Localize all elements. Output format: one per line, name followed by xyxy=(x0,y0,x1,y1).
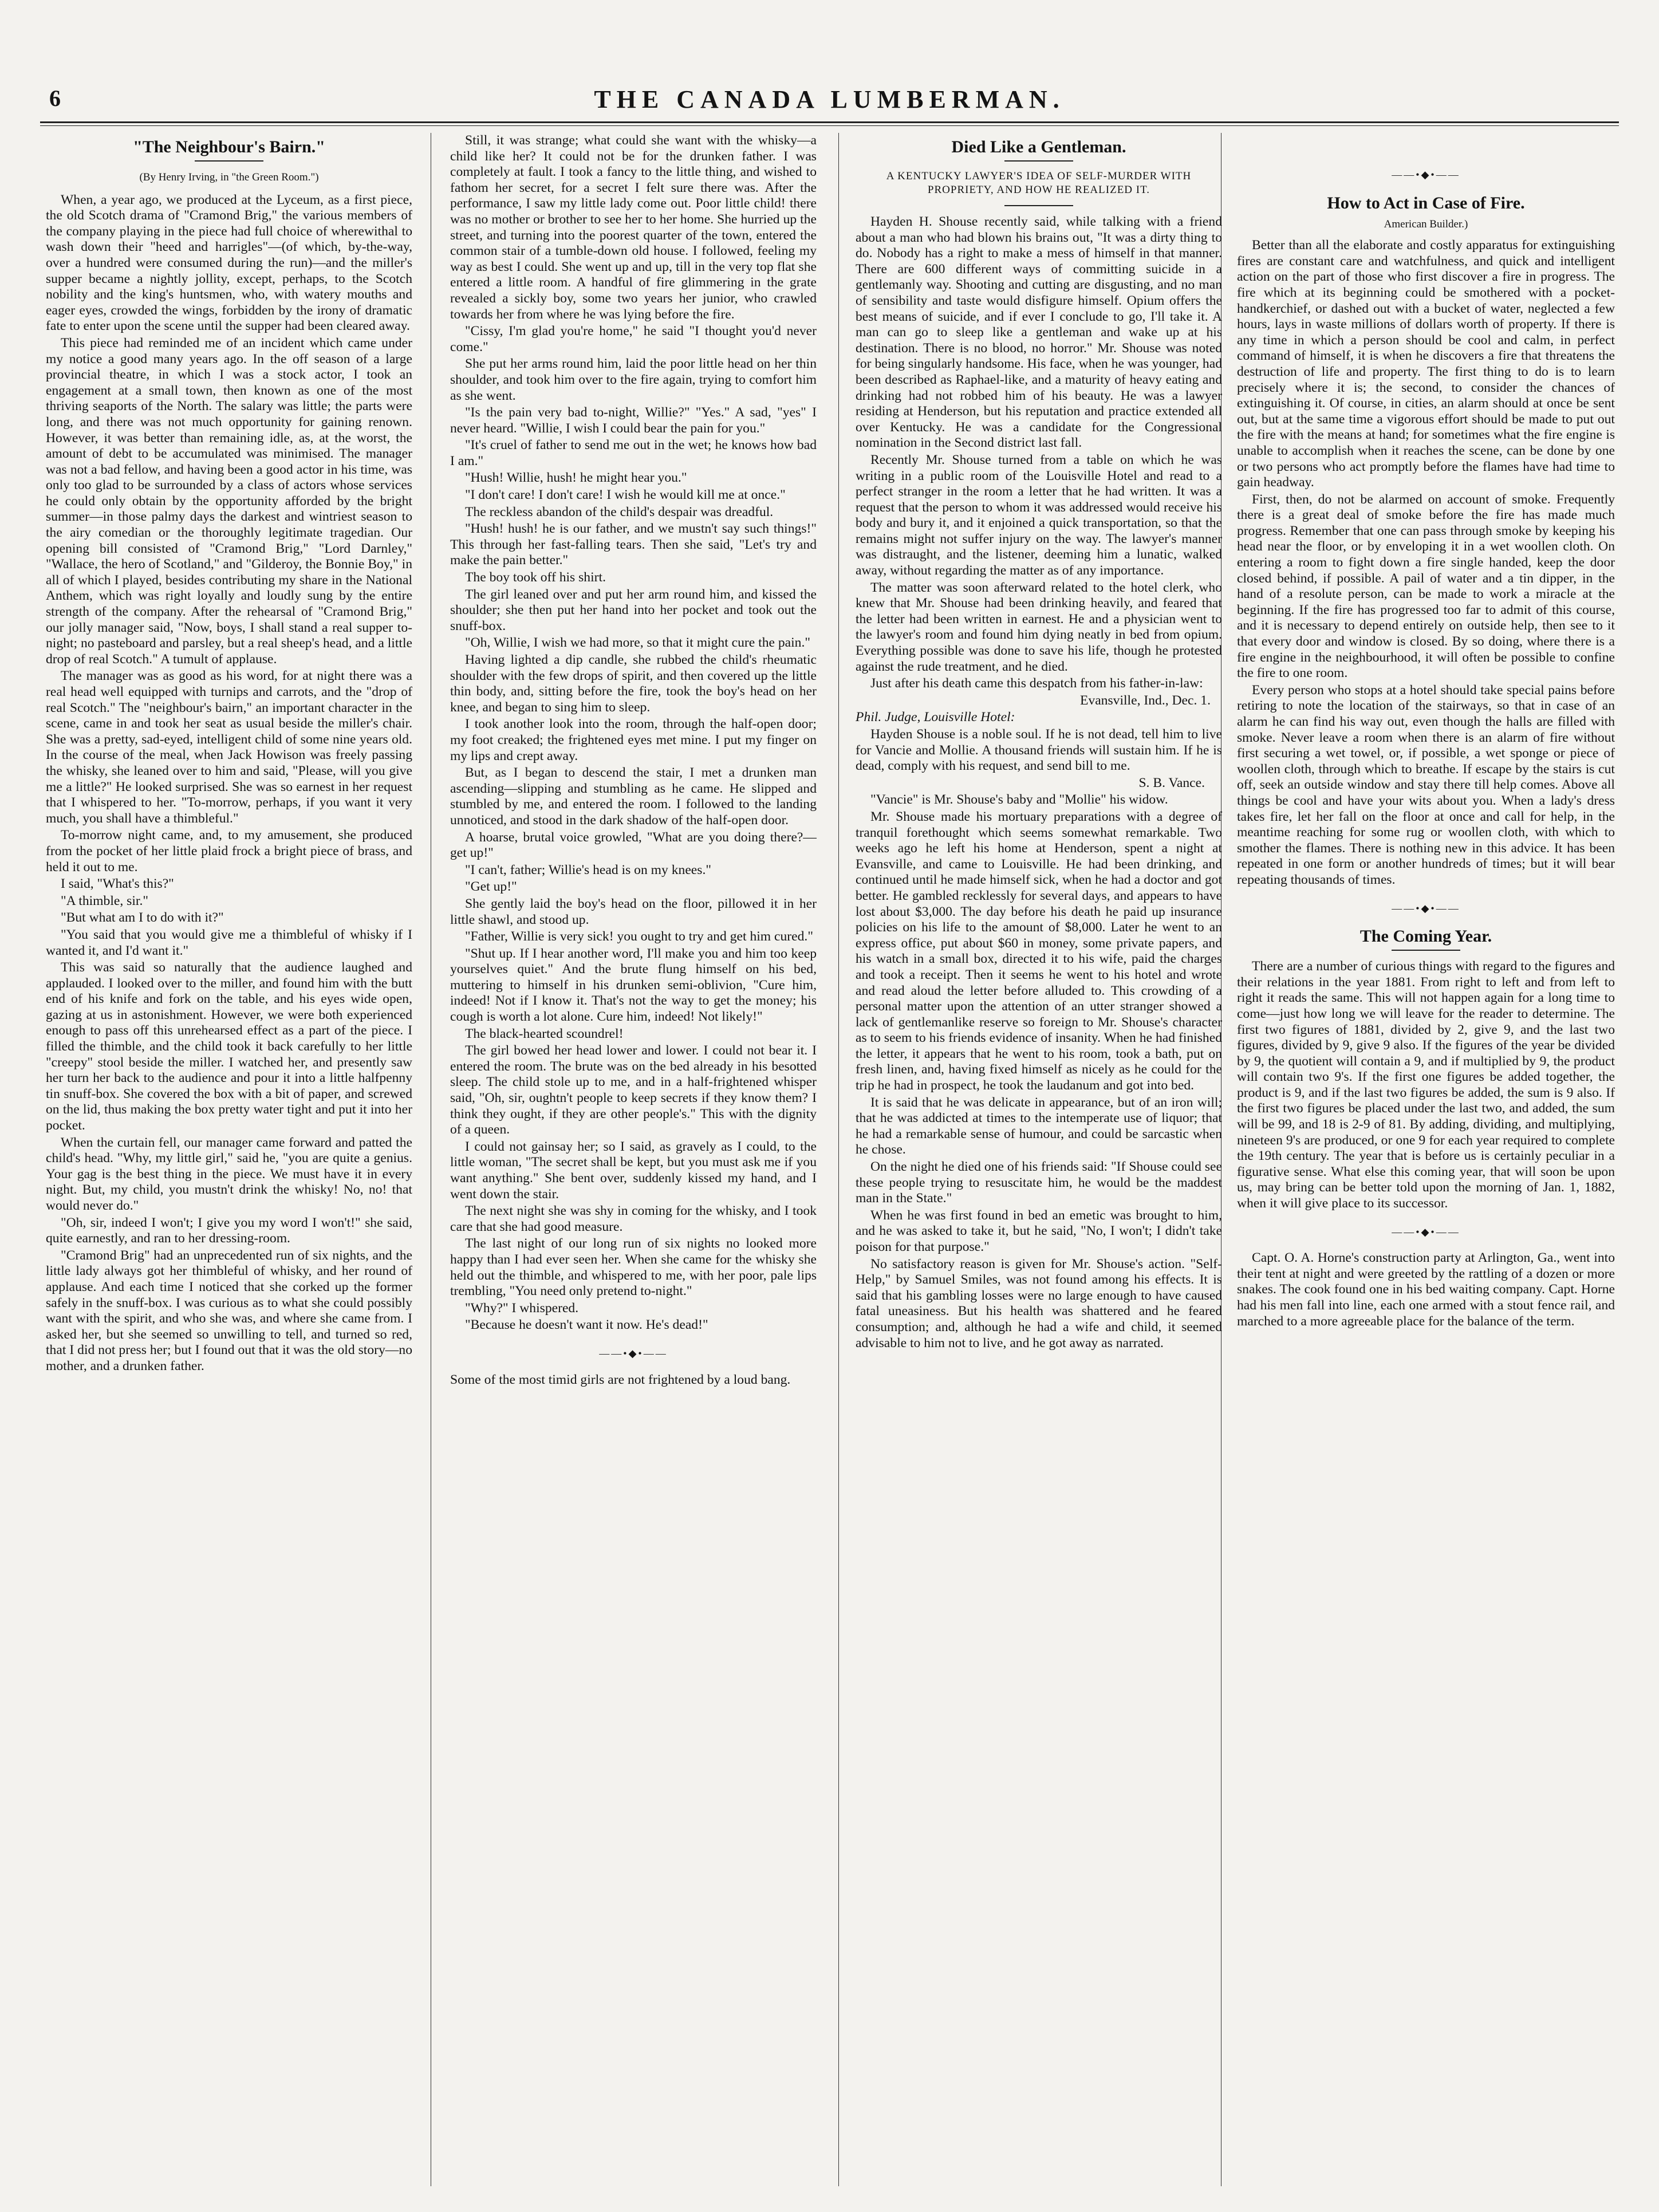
paragraph: "Hush! hush! he is our father, and we mustn't say such things!" This through her fast-falling tears. Then she said, "Let's try and make the pain better." xyxy=(450,521,817,568)
column-1 xyxy=(46,133,412,2186)
article-headline: Died Like a Gentleman. xyxy=(951,137,1126,156)
paragraph: "Hush! Willie, hush! he might hear you." xyxy=(465,470,687,486)
article-body xyxy=(450,133,817,1333)
article-body xyxy=(1237,959,1615,1212)
paragraph: First, then, do not be alarmed on account of smoke. Frequently there is a great deal of smoke before the fire has made much progress. Remember that one can pass through smoke by keeping his head near the floor, or by enveloping it in a wet woollen cloth. On entering a room to fight down a fire single handed, keep the door closed behind, if possible. A pail of water and a tin dipper, in the hand of a resolute person, can be made to work a miracle at the beginning. If the fire has progressed too far to admit of this course, and it is necessary to depend entirely on outside help, then see to it that every door and window is closed. By so doing, where there is a fire engine in the neighbourhood, it will often be possible to confine the fire to one room. xyxy=(1237,491,1615,681)
paragraph: Having lighted a dip candle, she rubbed the child's rheumatic shoulder with the few drops of spirit, and then covered up the little thin body, and, sitting before the fire, took the boy's head on her knee, and began to sing him to sleep. xyxy=(450,652,817,715)
paragraph: It is said that he was delicate in appearance, but of an iron will; that he was addicted at times to the intemperate use of liquor; that he had a remarkable sense of humour, and could be sarcastic when he chose. xyxy=(856,1095,1222,1158)
paragraph: She gently laid the boy's head on the floor, pillowed it in her little shawl, and stood up. xyxy=(450,896,817,927)
paragraph: Just after his death came this despatch from his father-in-law: xyxy=(870,676,1203,691)
telegram-signature: S. B. Vance. xyxy=(1138,775,1205,790)
paragraph: No satisfactory reason is given for Mr. Shouse's action. "Self-Help," by Samuel Smiles, was not found among his effects. It is said that his gambling losses were no large enough to have caused fatal uneasiness. But his health was shattered and he feared consumption; and, although he had a wife and child, it seemed advisable to him not to live, and he got away as narrated. xyxy=(856,1256,1222,1351)
paragraph: "Because he doesn't want it now. He's dead!" xyxy=(465,1317,708,1333)
paragraph: The last night of our long run of six nights no looked more happy than I had ever seen her. When she came for the whisky she held out the thimble, and whispered to me, with her poor, pale lips trembling, "You need only pretend to-night." xyxy=(450,1236,817,1299)
headline-rule xyxy=(195,160,263,162)
paragraph: She put her arms round him, laid the poor little head on her thin shoulder, and took him over to the fire again, trying to comfort him as she went. xyxy=(450,356,817,403)
paragraph: Every person who stops at a hotel should take special pains before retiring to note the location of the stairways, so that in case of an alarm he can find his way out, even though the halls are filled with smoke. Never leave a room when there is an alarm of fire without first securing a wet towel, or, if possible, a wet sponge or piece of woollen cloth, through which to breathe. If escape by the stairs is cut off, seek an outside window and stay there till help comes. Above all things be cool and have your wits about you. When a lady's dress takes fire, let her fall on the floor at once and call for help, in the meantime reaching for some rug or woollen cloth, with which to smother the flames. There is nothing new in this advice. It has been repeated in one form or another hundreds of times; but it will bear repeating thousands of times. xyxy=(1237,682,1615,887)
paragraph: This was said so naturally that the audience laughed and applauded. I looked over to the miller, and found him with the butt end of his knife and fork on the table, and his eyes wide open, gazing at us in astonishment. However, we were both experienced enough to pass off this unrehearsed effect as a part of the piece. I filled the thimble, and the child took it back carefully to her little "creepy" stool beside the miller. I watched her, and presently saw her turn her back to the audience and pour it into a little halfpenny tin snuff-box. She covered the box with a bit of paper, and screwed on the lid, thus making the box pretty water tight and put it into her pocket. xyxy=(46,960,412,1133)
filler-paragraph: Some of the most timid girls are not frightened by a loud bang. xyxy=(450,1372,791,1387)
paragraph: On the night he died one of his friends said: "If Shouse could see these people trying to resuscitate him, he would be the maddest man in the State." xyxy=(856,1159,1222,1206)
article-headline: How to Act in Case of Fire. xyxy=(1327,193,1525,212)
paragraph: "You said that you would give me a thimbleful of whisky if I wanted it, and I'd want it." xyxy=(46,927,412,958)
paragraph: "Vancie" is Mr. Shouse's baby and "Mollie" his widow. xyxy=(870,792,1168,808)
paragraph: A hoarse, brutal voice growled, "What are you doing there?—get up!" xyxy=(450,829,817,861)
masthead-title: THE CANADA LUMBERMAN. xyxy=(594,85,1065,113)
paragraph: "I can't, father; Willie's head is on my knees." xyxy=(465,862,711,877)
section-separator: ——•◆•—— xyxy=(1392,902,1460,914)
paragraph: "Father, Willie is very sick! you ought to try and get him cured." xyxy=(465,929,813,944)
page-number: 6 xyxy=(49,85,61,111)
paragraph: Recently Mr. Shouse turned from a table on which he was writing in a public room of the Louisville Hotel and read to a perfect stranger in the room a letter that he had written. It was a request that the person to whom it was addressed would receive his body and bury it, and it enjoined a quick transportation, so that the remains might not suffer injury on the way. The lawyer's manner was distraught, and the listener, deeming him a lunatic, walked away, without regarding the matter as of any importance. xyxy=(856,452,1222,578)
article-source: American Builder.) xyxy=(1384,218,1468,230)
telegram-text: Hayden Shouse is a noble soul. If he is not dead, tell him to live for Vancie and Mollie. A thousand friends will sustain him. If he is dead, comply with his request, and send bill to me. xyxy=(856,727,1222,774)
section-separator: ——•◆•—— xyxy=(599,1347,668,1359)
paragraph: This piece had reminded me of an incident which came under my notice a good many years ago. In the off season of a large provincial theatre, in which I was a stock actor, I took an engagement at a small town, then known as one of the most thriving seaports of the North. The salary was little; the parts were long, and there was not much opportunity for gaining renown. However, it was better than remaining idle, as, at the worst, the amount of debt to be accumulated was minimised. The manager was not a bad fellow, and having been a good actor in his time, was only too glad to be surrounded by a class of actors whose services he could only obtain by the opportunity afforded by the bright summer—in those palmy days the darkest and wintriest season to the airy comedian or the thoroughly legitimate tragedian. Our opening bill consisted of "Cramond Brig," "Lord Darnley," "Wallace, the hero of Scotland," and "Gilderoy, the Bonnie Boy," in all of which I played, besides contributing my share in the National Anthem, which was right loyally and loudly sung by the entire strength of the company. After the rehearsal of "Cramond Brig," our jolly manager said, "Now, boys, I shall stand a real supper to-night; no pasteboard and parsley, but a real sheep's head, and a little drop of real Scotch." A tumult of applause. xyxy=(46,335,412,667)
paragraph: Mr. Shouse made his mortuary preparations with a degree of tranquil forethought which seems somewhat remarkable. Two weeks ago he left his home at Henderson, spent a night at Evansville, and came to Louisville. He had been drinking, and continued until he made himself sick, when he had a doctor and got better. He gambled recklessly for several days, and appears to have lost about $3,000. The day before his death he paid up insurance policies on his life to the amount of $8,000. Later he went to an express office, put about $60 in money, some private papers, and his watch in a small box, directed it to his wife, paid the charges and took a receipt. Then it seems he went to his hotel and wrote and read aloud the letter before alluded to. This crowding of a personal matter upon the attention of an utter stranger showed a lack of gentlemanlike reserve so foreign to Mr. Shouse's character as to seem to his friends evidence of insanity. When he had finished the letter, it appears that he went to his room, took a bath, put on fresh linen, and, having fixed himself as nicely as he could for the trip he had in prospect, he took the laudanum and got into bed. xyxy=(856,809,1222,1093)
telegram-address: Phil. Judge, Louisville Hotel: xyxy=(856,710,1015,725)
paragraph: When, a year ago, we produced at the Lyceum, as a first piece, the old Scotch drama of "Cramond Brig," the various members of the company playing in the piece had full choice of wherewithal to wash down their "heed and harrigles"—(of which, by-the-way, over a hundred were consumed during the run)—and the miller's supper became a nightly jollity, except, perhaps, to the Scotch nobility and the king's huntsmen, who, with watery mouths and eager eyes, crowded the wings, forbidden by the irony of dramatic fate to enter upon the scene until the supper had been cleared away. xyxy=(46,192,412,334)
paragraph: "Oh, Willie, I wish we had more, so that it might cure the pain." xyxy=(465,635,811,651)
telegram-dateline: Evansville, Ind., Dec. 1. xyxy=(1079,692,1211,708)
paragraph: The next night she was shy in coming for the whisky, and I took care that she had good measure. xyxy=(450,1203,817,1234)
headline-rule xyxy=(1004,160,1073,162)
column-2 xyxy=(450,133,817,2186)
paragraph: "I don't care! I don't care! I wish he would kill me at once." xyxy=(465,487,786,503)
paragraph: Better than all the elaborate and costly apparatus for extinguishing fires are constant care and watchfulness, and quick and intelligent action on the part of those who first discover a fire in progress. The fire which at its beginning could be smothered with a pocket-handkerchief, or dashed out with a bucket of water, neglected a few hours, lays in waste millions of dollars worth of property. If there is any time in which a person should be cool and calm, in perfect command of himself, it is when he discovers a fire that threatens the destruction of life and property. The first thing to do is to learn precisely where it is; the second, to consider the chances of extinguishing it. Of course, in cities, an alarm should at once be sent out, but at the same time a vigorous effort should be made to put out the fire with the means at hand; for sometimes what the fire engine is unable to accomplish when it reaches the scene, can be done by one or two persons who act promptly before the flames have had time to gain headway. xyxy=(1237,238,1615,490)
paragraph: The reckless abandon of the child's despair was dreadful. xyxy=(465,504,774,519)
paragraph: The girl leaned over and put her arm round him, and kissed the shoulder; she then put her hand into her pocket and took out the snuff-box. xyxy=(450,587,817,633)
paragraph: I said, "What's this?" xyxy=(61,876,174,892)
article-headline: The Coming Year. xyxy=(1359,927,1492,946)
article-subheading: A KENTUCKY LAWYER'S IDEA OF SELF-MURDER WITH PROPRIETY, AND HOW HE REALIZED IT. xyxy=(886,170,1192,196)
article-headline: "The Neighbour's Bairn." xyxy=(133,137,325,156)
paragraph: Still, it was strange; what could she want with the whisky—a child like her? It could not be for the drunken father. I was completely at fault. I took a fancy to the little thing, and wished to fathom her secret, for a secret I felt sure there was. After the performance, I saw my little lady come out. Poor little child! there was no mother or brother to see her to her home. She hurried up the street, and turning into the poorest quarter of the town, entered the common stair of a tumble-down old house. I followed, feeling my way as best I could. She went up and up, till in the very top flat she entered a little room. A handful of fire glimmering in the grate revealed a sickly boy, some two years her junior, who crawled towards her from where he was lying before the fire. xyxy=(450,133,817,322)
paragraph: When the curtain fell, our manager came forward and patted the child's head. "Why, my little girl," said he, "you are quite a genius. Your gag is the best thing in the piece. We must have it in every night. But, my child, you mustn't drink the whisky! No, no! that would never do." xyxy=(46,1135,412,1213)
section-separator: ——•◆•—— xyxy=(1392,1226,1460,1238)
paragraph: Hayden H. Shouse recently said, while talking with a friend about a man who had blown his brains out, "It was a dirty thing to do. Nobody has a right to make a mess of himself in that manner. There are 600 different ways of committing suicide in a gentlemanly way. Shooting and cutting are disgusting, and no man of sensibility and taste would disfigure himself. Opium offers the best means of suicide, and if ever I conclude to go, I'll take it. A man can go to sleep like a gentleman and wake up at his destination. There is no blood, no horror." Mr. Shouse was noted for being singularly handsome. His face, when he was younger, had been described as Raphael-like, and a maturity of heavy eating and drinking had not robbed him of his beauty. He was a lawyer residing at Henderson, but his reputation and practice extended all over Kentucky. He was a candidate for the Congressional nomination in the Second district last fall. xyxy=(856,214,1222,451)
article-body xyxy=(1237,238,1615,888)
paragraph: The boy took off his shirt. xyxy=(465,570,606,585)
subheading-rule xyxy=(1004,205,1073,206)
paragraph: To-morrow night came, and, to my amusement, she produced from the pocket of her little plaid frock a bright piece of brass, and held it out to me. xyxy=(46,828,412,875)
paragraph: "Cramond Brig" had an unprecedented run of six nights, and the little lady always got her thimbleful of whisky, and her round of applause. And each time I noticed that she corked up the former safely in the snuff-box. I was curious as to what she could possibly want with the spirit, and who she was, and where she came from. I asked her, but she seemed so unwilling to tell, and turned so red, that I did not press her; but I found out that it was the old story—no mother, and a drunken father. xyxy=(46,1247,412,1373)
paragraph: "Cissy, I'm glad you're home," he said "I thought you'd never come." xyxy=(450,324,817,355)
paragraph: I could not gainsay her; so I said, as gravely as I could, to the little woman, "The secret shall be kept, but you must ask me if you want anything." She bent over, suddenly kissed my hand, and I went down the stair. xyxy=(450,1139,817,1202)
column-3 xyxy=(856,133,1222,2186)
paragraph: "It's cruel of father to send me out in the wet; he knows how bad I am." xyxy=(450,438,817,469)
article-body xyxy=(856,214,1222,692)
paragraph: "But what am I to do with it?" xyxy=(61,910,224,926)
headline-rule xyxy=(1392,950,1460,951)
paragraph: There are a number of curious things with regard to the figures and their relations in the year 1881. From right to left and from left to right it reads the same. This will not happen again for a long time to come—just how long we will leave for the reader to determine. The first two figures of 1881, divided by 2, give 9, and the last two figures, divided by 9, give 9 also. If the figures of the year be divided by 9, the quotient will contain a 9, and if multiplied by 9, the product will contain two 9's. If the first one figures be added together, the product is 9, and if the last two figures be added, the sum is 9 also. If the first two figures be placed under the last two, and added, the sum will be 99, and 18 is 2-9 of 81. By adding, dividing, and multiplying, nineteen 9's are produced, or one 9 for each year required to complete the 19th century. The year that is before us is certainly peculiar in a figurative sense. What else this coming year, that will soon be upon us, may bring can be better told upon the morning of Jan. 1, 1882, when it will give place to its successor. xyxy=(1237,959,1615,1211)
paragraph: "Oh, sir, indeed I won't; I give you my word I won't!" she said, quite earnestly, and ran to her dressing-room. xyxy=(46,1215,412,1246)
masthead-rule-thin xyxy=(40,125,1619,126)
paragraph: "A thimble, sir." xyxy=(61,893,148,908)
masthead-rule xyxy=(40,121,1619,123)
paragraph: The matter was soon afterward related to the hotel clerk, who knew that Mr. Shouse had been drinking heavily, and feared that the letter had been written in earnest. He and a physician went to the lawyer's room and found him dying neatly in bed from opium. Everything possible was done to save his life, though he protested against the rude treatment, and he died. xyxy=(856,580,1222,674)
paragraph: The girl bowed her head lower and lower. I could not bear it. I entered the room. The brute was on the bed already in his besotted sleep. The child stole up to me, and in a half-frightened whisper said, "Oh, sir, oughtn't people to keep secrets if they know them? I think they ought, if they are other people's." This with the dignity of a queen. xyxy=(450,1043,817,1138)
article-byline: (By Henry Irving, in "the Green Room.") xyxy=(139,171,319,183)
paragraph: But, as I began to descend the stair, I met a drunken man ascending—slipping and stumbling as he came. He slipped and stumbled by me, and entered the room. I followed to the landing unnoticed, and stood in the dark shadow of the half-open door. xyxy=(450,765,817,828)
paragraph: I took another look into the room, through the half-open door; my foot creaked; the frightened eyes met mine. I put my finger on my lips and crept away. xyxy=(450,717,817,763)
article-body-continued xyxy=(856,792,1222,1351)
article-body xyxy=(46,192,412,1375)
section-separator: ——•◆•—— xyxy=(1392,169,1460,180)
column-divider xyxy=(838,133,839,2186)
paragraph: "Shut up. If I hear another word, I'll make you and him too keep yourselves quiet." And the brute flung himself on his bed, muttering to himself in his drunken semi-oblivion, "Cure him, indeed! Not if I know it. That's not the way to get the money; his cough is worth a lot alone. Cure him, indeed! Not likely!" xyxy=(450,946,817,1025)
column-4 xyxy=(1237,133,1615,2186)
paragraph: The manager was as good as his word, for at night there was a real head well equipped with turnips and carrots, and the "drop of real Scotch." The "neighbour's bairn," an important character in the scene, came in and took her seat as usual beside the miller's chair. She was a pretty, sad-eyed, intelligent child of some nine years old. In the course of the meal, when Jack Howison was freely passing the whisky, she leaned over to him and said, "Please, will you give me a little?" He looked surprised. She was so earnest in her request that I whispered to her. "To-morrow, perhaps, if you want it very much, you shall have a thimbleful." xyxy=(46,668,412,826)
closing-paragraph: Capt. O. A. Horne's construction party at Arlington, Ga., went into their tent at night and were greeted by the rattling of a dozen or more snakes. The cook found one in his bed waiting company. Capt. Horne had his men fall into line, each one armed with a stout fence rail, and marched to a more agreeable place for the balance of the term. xyxy=(1237,1250,1615,1329)
paragraph: "Is the pain very bad to-night, Willie?" "Yes." A sad, "yes" I never heard. "Willie, I wish I could bear the pain for you." xyxy=(450,405,817,436)
paragraph: The black-hearted scoundrel! xyxy=(465,1026,624,1041)
paragraph: "Why?" I whispered. xyxy=(465,1300,579,1316)
paragraph: When he was first found in bed an emetic was brought to him, and he was asked to take it, but he said, "No, I won't; I didn't take poison for that purpose." xyxy=(856,1207,1222,1254)
paragraph: "Get up!" xyxy=(465,879,517,895)
